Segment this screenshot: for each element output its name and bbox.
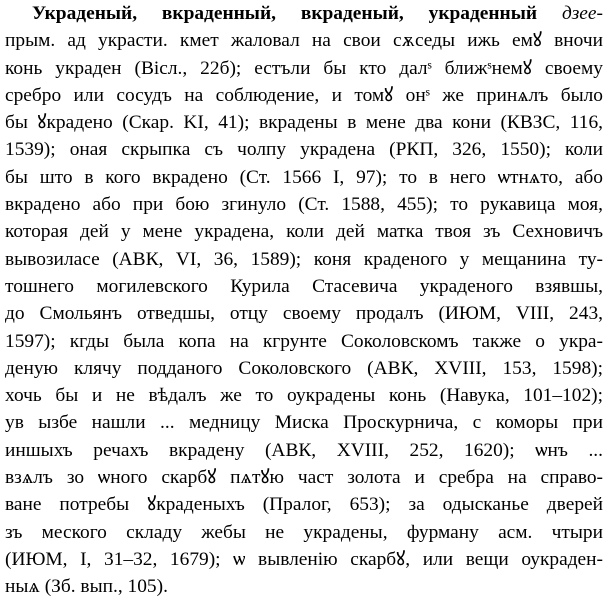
entry-line-8: вкрадено або при бою згинуло (Ст. 1588, 455); то рукавица моя, (5, 194, 603, 216)
entry-line-17: иншыхъ речахъ вкрадену (АВК, XVIII, 252, 1620); ѡнъ ... (5, 439, 603, 461)
entry-line-2: прым. ад украсти. кмет жаловал на свои сѫседы ижь емꙋ вночи (5, 30, 603, 52)
entry-line-10: вывозиласе (АВК, VI, 36, 1589); коня краденого у мещанина ту- (5, 248, 603, 270)
dictionary-entry (5, 0, 603, 601)
entry-line-19: ване потребы ꙋкраденыхъ (Пралог, 653); за одысканье дверей (5, 494, 603, 516)
entry-line-16: ув ызбе нашли ... медницу Миска Проскурнича, с коморы при (5, 412, 603, 434)
entry-line-9: которая дей у мене украдена, коли дей матка твоя зъ Сехновичъ (5, 221, 603, 243)
grammar-label: дзее- (561, 3, 603, 24)
entry-line-18: взѧлъ зо ѡного скарбꙋ пѧтꙋю част золота и сребра на справо- (5, 467, 603, 489)
entry-line-12: до Смольянъ отведшы, отцу своему продалъ (ИЮМ, VIII, 243, (5, 303, 603, 325)
entry-line-13: 1597); кгды была копа на кгрунте Соколовскомъ также о укра- (5, 330, 603, 352)
entry-line-14: деную клячу подданого Соколовского (АВК, XVIII, 153, 1598); (5, 357, 603, 379)
entry-line-22: ныѧ (Зб. вып., 105). (5, 576, 168, 598)
entry-line-1 (5, 0, 603, 27)
entry-line-5: бы ꙋкрадено (Скар. KI, 41); вкрадены в мене два кони (КВЗС, 116, (5, 112, 603, 134)
entry-line-7: бы што в кого вкрадено (Ст. 1566 I, 97); то в него ѡтнѧто, або (5, 166, 603, 188)
entry-line-20: зъ меского складу жебы не украдены, фурману асм. чтыри (5, 521, 603, 543)
entry-line-4: сребро или сосудъ на соблюдение, и томꙋ онˢ же принѧлъ было (5, 84, 603, 106)
entry-line-6: 1539); оная скрыпка съ чолпу украдена (РКП, 326, 1550); коли (5, 139, 603, 161)
entry-line-11: тошнего могилевского Курила Стасевича украденого взявшы, (5, 275, 603, 297)
entry-line-21: (ИЮМ, I, 31–32, 1679); ѡ вывленію скарбꙋ, или вещи оукраден- (5, 548, 603, 570)
entry-line-15: хочь бы и не вѣдалъ же то оукрадены конь (Навука, 101–102); (5, 385, 603, 407)
entry-line-3: конь украден (Вісл., 22б); естъли бы кто далˢ ближˢнемꙋ своему (5, 57, 603, 79)
headword: Украденый, вкраденный, вкраденый, украденный (32, 3, 538, 24)
